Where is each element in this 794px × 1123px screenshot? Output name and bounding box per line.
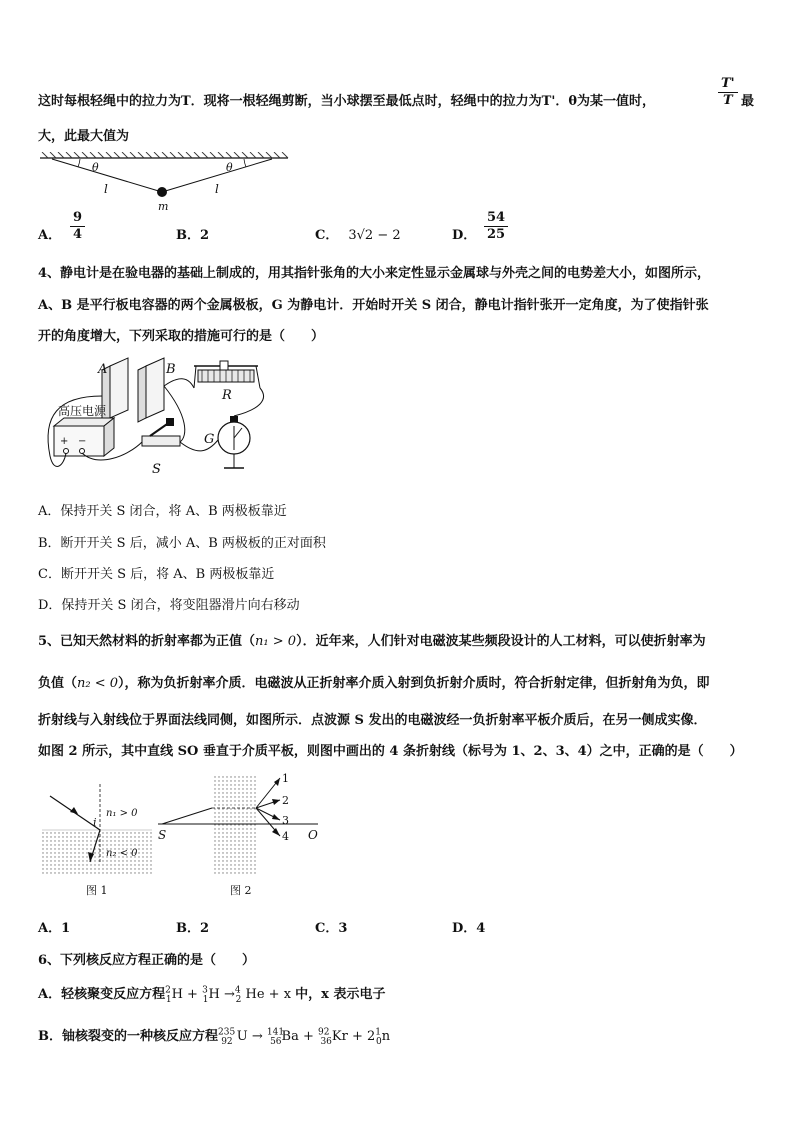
q3-option-d-den: 25: [487, 227, 506, 242]
q5-line1-start: 5、已知天然材料的折射率都为正值（: [38, 634, 256, 649]
q5-figure-2: [158, 772, 328, 897]
q6-option-b-equation: $^{235}_{92}$ $U \to ^{141}_{56}Ba + ^{92}_{36}Kr + 2^1_0n$: [218, 1027, 391, 1047]
q5-fig1-n1: n₁ > 0: [106, 808, 138, 819]
q4-option-d[interactable]: D．保持开关 S 闭合，将变阻器滑片向右移动: [38, 598, 300, 613]
q5-line1: [38, 630, 706, 649]
q4-option-b[interactable]: B．断开开关 S 后，减小 A、B 两极板的正对面积: [38, 536, 326, 551]
q5-line2-end: ），称为负折射率介质．电磁波从正折射率介质入射到负折射介质时，符合折射定律，但折射角为负，即: [118, 676, 710, 691]
q5-line1-n1: n₁ > 0: [255, 634, 297, 649]
q5-fig2-source: S: [158, 828, 167, 842]
q3-option-a[interactable]: [38, 224, 61, 243]
q5-fig1-caption: 图 1: [86, 884, 108, 897]
q6-line1: 6、下列核反应方程正确的是（ ）: [38, 953, 256, 968]
q3-option-d-label: D．: [452, 228, 477, 243]
q3-length-left: l: [104, 182, 108, 196]
q6-option-a-suffix: 中，x 表示电子: [295, 987, 386, 1002]
q3-option-c-value: 3√2 − 2: [348, 228, 401, 243]
q3-option-a-label: A．: [38, 228, 62, 243]
q5-option-c[interactable]: C．3: [315, 921, 348, 936]
q5-fig2-ray-4: 4: [282, 830, 289, 843]
q3-option-d-frac: [484, 210, 508, 243]
q3-option-c[interactable]: [315, 224, 401, 243]
q3-option-a-frac: [70, 210, 85, 243]
q5-fig1-n2: n₂ < 0: [106, 848, 138, 859]
q4-circuit-figure: [38, 356, 278, 486]
q5-option-b[interactable]: B．2: [176, 921, 210, 936]
q5-line2: [38, 672, 710, 691]
q3-option-d[interactable]: [452, 224, 476, 243]
q3-ratio-den: T: [722, 93, 733, 108]
q3-option-a-num: 9: [70, 210, 85, 227]
q4-option-a[interactable]: A．保持开关 S 闭合，将 A、B 两极板靠近: [38, 504, 287, 519]
q6-option-b[interactable]: [38, 1025, 390, 1047]
q5-line2-n2: n₂ < 0: [77, 676, 119, 691]
q3-figure: [40, 152, 290, 214]
q3-theta-left: θ: [92, 161, 99, 174]
q5-option-a[interactable]: A．1: [38, 921, 71, 936]
q3-option-c-label: C．: [315, 228, 339, 243]
q3-option-b-label: B．: [176, 228, 200, 243]
q4-line2: A、B 是平行板电容器的两个金属极板，G 为静电计．开始时开关 S 闭合，静电计指针张开一定角度，为了使指针张: [38, 298, 709, 313]
q5-line1-end: ）．近年来，人们针对电磁波某些频段设计的人工材料，可以使折射率为: [296, 634, 706, 649]
q6-option-a-prefix: A．轻核聚变反应方程: [38, 987, 166, 1002]
q4-plus-label: +: [60, 436, 69, 447]
q4-meter-label: G: [204, 432, 215, 447]
q5-line3: 折射线与入射线位于界面法线同侧，如图所示．点波源 S 发出的电磁波经一负折射率平板介质后，在另一侧成实像．: [38, 713, 707, 728]
q6-option-a-equation: $^2_1$H + $^3_1$H →$^4_2$ He + x: [165, 985, 296, 1005]
q3-mass-label: m: [158, 200, 169, 213]
q5-fig2-caption: 图 2: [230, 884, 252, 897]
q3-option-d-num: 54: [484, 210, 508, 227]
q4-source-label: 高压电源: [58, 404, 107, 418]
q5-fig2-ray-1: 1: [282, 772, 289, 785]
q3-ratio-fraction: [718, 76, 738, 109]
q4-switch-label: S: [152, 462, 161, 477]
q5-fig2-o: O: [308, 828, 318, 842]
q3-theta-right: θ: [226, 161, 233, 174]
q5-line4: 如图 2 所示，其中直线 SO 垂直于介质平板，则图中画出的 4 条折射线（标号为 1、2、3、4）之中，正确的是（ ）: [38, 744, 743, 759]
q3-line2: 大，此最大值为: [38, 129, 130, 144]
q4-plate-b-label: B: [166, 362, 176, 377]
q5-fig2-ray-2: 2: [282, 794, 289, 807]
q3-ratio-num: T': [718, 76, 738, 93]
q3-length-right: l: [215, 182, 219, 196]
q4-line3: 开的角度增大，下列采取的措施可行的是（ ）: [38, 329, 325, 344]
q5-fig1-i: i: [93, 816, 97, 829]
q3-option-b[interactable]: [176, 224, 209, 243]
q3-line1-end: 最: [741, 94, 755, 109]
q5-option-d[interactable]: D．4: [452, 921, 486, 936]
q3-option-b-value: 2: [200, 228, 210, 243]
q3-option-a-den: 4: [73, 227, 83, 242]
q4-line1: 4、静电计是在验电器的基础上制成的，用其指针张角的大小来定性显示金属球与外壳之间的电势差大小，如图所示，: [38, 266, 711, 281]
q6-option-b-prefix: B．铀核裂变的一种核反应方程: [38, 1029, 218, 1044]
q6-option-a[interactable]: [38, 983, 385, 1005]
q5-figure-1: [42, 776, 152, 897]
q4-plate-a-label: A: [98, 362, 108, 377]
q3-line1: [38, 90, 655, 109]
q3-line1-text: 这时每根轻绳中的拉力为T．现将一根轻绳剪断，当小球摆至最低点时，轻绳中的拉力为T'．θ为某一值时，: [38, 94, 655, 109]
q4-minus-label: −: [78, 436, 87, 447]
q4-option-c[interactable]: C．断开开关 S 后，将 A、B 两极板靠近: [38, 567, 275, 582]
q5-fig2-ray-3: 3: [282, 814, 289, 827]
q4-resistor-label: R: [222, 388, 232, 403]
q5-line2-start: 负值（: [38, 676, 78, 691]
